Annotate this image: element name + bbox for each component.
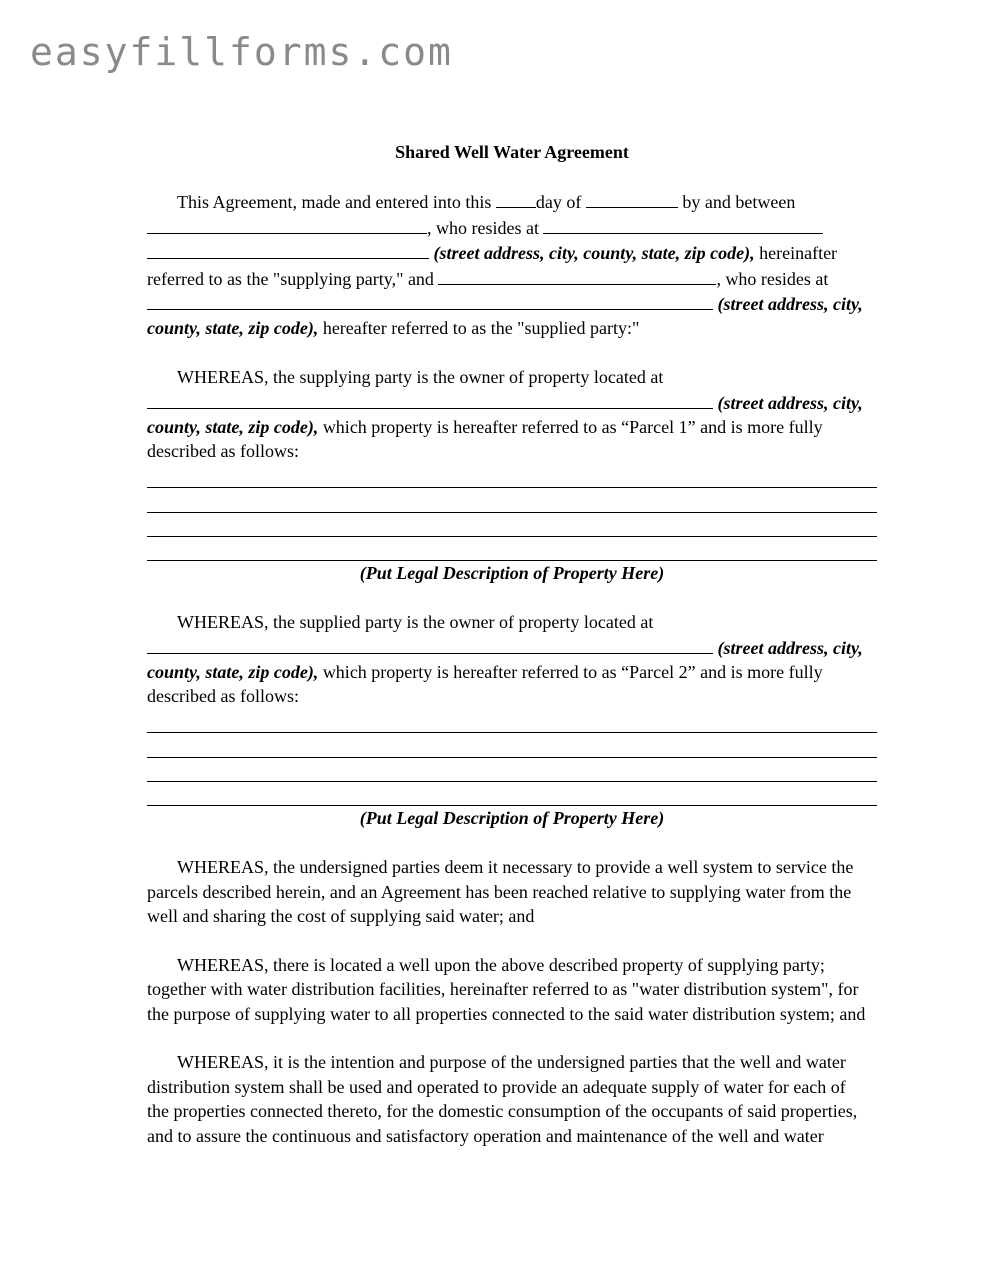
intro-line-3 — [147, 240, 877, 265]
whereas-water-distribution — [147, 953, 877, 1026]
supplying-party-name-blank[interactable] — [147, 215, 427, 234]
whereas5-line-4: and to assure the continuous and satisfactory operation and maintenance of the well and water — [147, 1125, 824, 1146]
intro-text-e: hereinafter — [754, 243, 838, 264]
parcel1-address-label-a: (street address, city, — [717, 392, 863, 413]
whereas5-line-2: distribution system shall be used and operated to provide an adequate supply of water for each of — [147, 1076, 846, 1097]
intro-line-4 — [147, 266, 877, 291]
intro-line-2 — [147, 215, 877, 240]
intro-text-g: , who resides at — [716, 268, 829, 289]
whereas2-line-1: WHEREAS, the supplied party is the owner of property located at — [177, 612, 654, 633]
whereas2-line-2 — [147, 635, 877, 660]
intro-text-a: This Agreement, made and entered into this — [177, 192, 496, 213]
parcel2-legal-line-1[interactable] — [147, 709, 877, 733]
intro-line-6 — [147, 316, 877, 340]
whereas2-line-4: described as follows: — [147, 686, 299, 707]
whereas3-line-3: well and sharing the cost of supplying said water; and — [147, 906, 535, 927]
parcel1-address-blank[interactable] — [147, 390, 713, 409]
whereas3-line-2: parcels described herein, and an Agreement has been reached relative to supplying water from the — [147, 881, 852, 902]
whereas-parcel-1 — [147, 365, 877, 586]
parcel2-legal-line-2[interactable] — [147, 733, 877, 757]
whereas-parcel-2 — [147, 610, 877, 831]
whereas1-line-4: described as follows: — [147, 441, 299, 462]
whereas-intention — [147, 1050, 877, 1148]
intro-text-c: by and between — [677, 192, 796, 213]
intro-line-1 — [147, 189, 877, 214]
parcel1-legal-line-3[interactable] — [147, 513, 877, 537]
intro-text-d: , who resides at — [427, 217, 544, 238]
whereas-well-system — [147, 855, 877, 928]
whereas1-text-b: which property is hereafter referred to as “Parcel 1” and is more fully — [318, 417, 823, 438]
parcel2-address-label-b: county, state, zip code), — [147, 662, 319, 683]
whereas2-line-3 — [147, 660, 877, 684]
whereas1-line-1: WHEREAS, the supplying party is the owner of property located at — [177, 367, 664, 388]
intro-line-5 — [147, 291, 877, 316]
parcel1-legal-caption: (Put Legal Description of Property Here) — [359, 563, 665, 584]
watermark: easyfillforms.com — [30, 30, 453, 74]
parcel2-legal-line-4[interactable] — [147, 782, 877, 806]
whereas1-line-2 — [147, 390, 877, 415]
whereas4-line-3: the purpose of supplying water to all properties connected to the said water distribution system; and — [147, 1003, 866, 1024]
whereas1-line-3 — [147, 415, 877, 439]
parcel2-legal-line-3[interactable] — [147, 758, 877, 782]
whereas5-line-3: the properties connected thereto, for the domestic consumption of the occupants of said properties, — [147, 1101, 858, 1122]
address-label-2a: (street address, city, — [717, 294, 863, 315]
whereas4-line-1: WHEREAS, there is located a well upon the above described property of supplying party; — [177, 954, 825, 975]
month-blank[interactable] — [586, 189, 678, 208]
intro-text-b: day of — [535, 192, 586, 213]
parcel2-legal-caption: (Put Legal Description of Property Here) — [359, 808, 665, 829]
intro-text-h: hereafter referred to as the "supplied party:" — [318, 318, 640, 339]
intro-text-f: referred to as the "supplying party," and — [147, 268, 439, 289]
intro-paragraph — [147, 189, 877, 340]
whereas3-line-1: WHEREAS, the undersigned parties deem it necessary to provide a well system to service the — [177, 857, 854, 878]
supplying-party-address-blank-1[interactable] — [543, 215, 823, 234]
parcel1-legal-line-1[interactable] — [147, 464, 877, 488]
address-label-2b: county, state, zip code), — [147, 318, 319, 339]
whereas2-text-b: which property is hereafter referred to as “Parcel 2” and is more fully — [318, 662, 823, 683]
address-label-1: (street address, city, county, state, zip code), — [433, 243, 755, 264]
supplied-party-address-blank[interactable] — [147, 291, 713, 310]
document-title: Shared Well Water Agreement — [395, 142, 629, 162]
whereas5-line-1: WHEREAS, it is the intention and purpose of the undersigned parties that the well and water — [177, 1052, 846, 1073]
parcel1-address-label-b: county, state, zip code), — [147, 417, 319, 438]
whereas4-line-2: together with water distribution facilities, hereinafter referred to as "water distribution system", for — [147, 979, 859, 1000]
document-body — [147, 140, 877, 1148]
parcel1-legal-line-4[interactable] — [147, 537, 877, 561]
supplied-party-name-blank[interactable] — [438, 266, 716, 285]
parcel2-address-label-a: (street address, city, — [717, 637, 863, 658]
supplying-party-address-blank-2[interactable] — [147, 240, 429, 259]
parcel1-legal-line-2[interactable] — [147, 488, 877, 512]
day-blank[interactable] — [496, 189, 536, 208]
parcel2-address-blank[interactable] — [147, 635, 713, 654]
